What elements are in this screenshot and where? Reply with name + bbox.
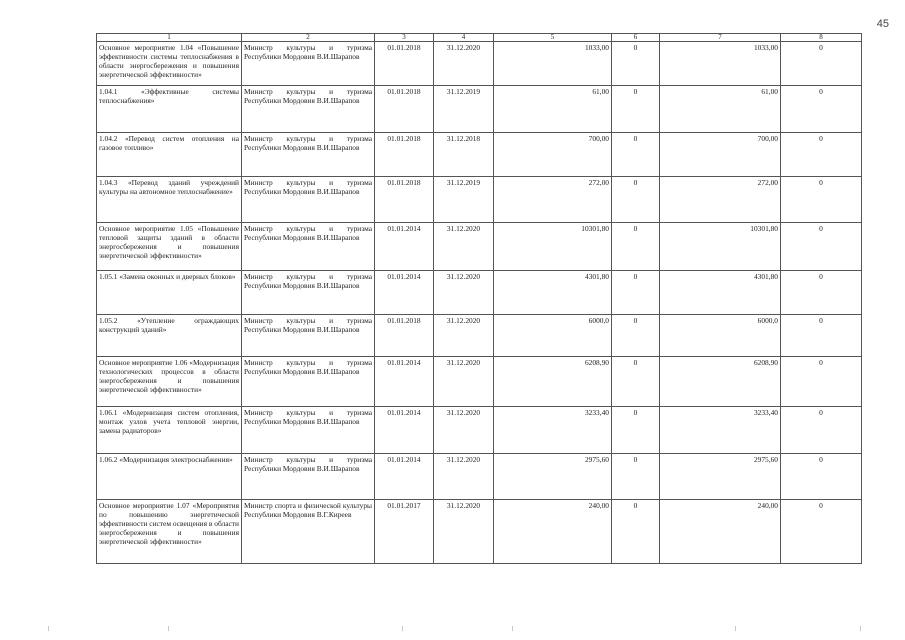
column-7-value: 6208,90 <box>660 357 781 407</box>
responsible-person: Министр культуры и туризма Республики Мордовия В.И.Шарапов <box>242 271 375 315</box>
table-row <box>97 407 862 454</box>
start-date: 01.01.2018 <box>375 133 434 177</box>
end-date: 31.12.2020 <box>434 454 494 500</box>
start-date: 01.01.2014 <box>375 271 434 315</box>
measure-description: 1.06.2 «Модернизация электроснабжения» <box>97 454 242 500</box>
total-amount: 1033,00 <box>494 42 612 86</box>
program-measures-table <box>96 33 862 564</box>
responsible-person: Министр культуры и туризма Республики Мордовия В.И.Шарапов <box>242 454 375 500</box>
measure-description: 1.05.2 «Утепление ограждающих конструкций зданий» <box>97 315 242 357</box>
start-date: 01.01.2017 <box>375 500 434 564</box>
column-6-value: 0 <box>612 86 660 133</box>
column-6-value: 0 <box>612 42 660 86</box>
total-amount: 61,00 <box>494 86 612 133</box>
column-7-value: 6000,0 <box>660 315 781 357</box>
responsible-person: Министр культуры и туризма Республики Мордовия В.И.Шарапов <box>242 223 375 271</box>
measure-description: Основное мероприятие 1.07 «Мероприятия по повышению энергетической эффективности систем освещения в области энергосбережения и повышения энергетической эффективности» <box>97 500 242 564</box>
start-date: 01.01.2014 <box>375 223 434 271</box>
end-date: 31.12.2020 <box>434 42 494 86</box>
measure-description: 1.05.1 «Замена оконных и дверных блоков» <box>97 271 242 315</box>
column-8-value: 0 <box>781 133 862 177</box>
table-row <box>97 454 862 500</box>
responsible-person: Министр культуры и туризма Республики Мордовия В.И.Шарапов <box>242 407 375 454</box>
total-amount: 2975,60 <box>494 454 612 500</box>
start-date: 01.01.2014 <box>375 357 434 407</box>
column-8-value: 0 <box>781 42 862 86</box>
column-6-value: 0 <box>612 500 660 564</box>
table-row <box>97 177 862 223</box>
scan-mark <box>512 626 513 631</box>
scan-mark <box>48 626 49 631</box>
end-date: 31.12.2018 <box>434 133 494 177</box>
scan-mark <box>402 626 403 631</box>
start-date: 01.01.2014 <box>375 407 434 454</box>
table-row <box>97 133 862 177</box>
total-amount: 3233,40 <box>494 407 612 454</box>
measure-description: Основное мероприятие 1.04 «Повышение эффективности системы теплоснабжения в области энергосбережения и повышения энергетической эффективности» <box>97 42 242 86</box>
column-8-value: 0 <box>781 357 862 407</box>
column-8-value: 0 <box>781 177 862 223</box>
column-7-value: 2975,60 <box>660 454 781 500</box>
total-amount: 10301,80 <box>494 223 612 271</box>
column-8-value: 0 <box>781 407 862 454</box>
total-amount: 272,00 <box>494 177 612 223</box>
column-8-value: 0 <box>781 500 862 564</box>
header-row <box>97 34 862 42</box>
column-7-value: 700,00 <box>660 133 781 177</box>
end-date: 31.12.2020 <box>434 223 494 271</box>
column-7-value: 1033,00 <box>660 42 781 86</box>
table-row <box>97 315 862 357</box>
measure-description: 1.06.1 «Модернизация систем отопления, монтаж узлов учета тепловой энергии, замена радиаторов» <box>97 407 242 454</box>
measure-description: 1.04.3 «Перевод зданий учреждений культуры на автономное теплоснабжение» <box>97 177 242 223</box>
table-row <box>97 271 862 315</box>
end-date: 31.12.2020 <box>434 271 494 315</box>
total-amount: 6208,90 <box>494 357 612 407</box>
table-row <box>97 223 862 271</box>
column-6-value: 0 <box>612 315 660 357</box>
column-header: 4 <box>434 34 494 42</box>
column-8-value: 0 <box>781 454 862 500</box>
responsible-person: Министр культуры и туризма Республики Мордовия В.И.Шарапов <box>242 133 375 177</box>
total-amount: 240,00 <box>494 500 612 564</box>
column-header: 7 <box>660 34 781 42</box>
column-8-value: 0 <box>781 271 862 315</box>
column-6-value: 0 <box>612 271 660 315</box>
total-amount: 6000,0 <box>494 315 612 357</box>
column-7-value: 3233,40 <box>660 407 781 454</box>
end-date: 31.12.2020 <box>434 407 494 454</box>
measure-description: 1.04.1 «Эффективные системы теплоснабжения» <box>97 86 242 133</box>
column-6-value: 0 <box>612 454 660 500</box>
end-date: 31.12.2019 <box>434 86 494 133</box>
end-date: 31.12.2020 <box>434 315 494 357</box>
end-date: 31.12.2020 <box>434 357 494 407</box>
table-row <box>97 500 862 564</box>
table-row <box>97 42 862 86</box>
end-date: 31.12.2020 <box>434 500 494 564</box>
total-amount: 4301,80 <box>494 271 612 315</box>
measure-description: Основное мероприятие 1.06 «Модернизация технологических процессов в области энергосбережения и повышения энергетической эффективности» <box>97 357 242 407</box>
column-6-value: 0 <box>612 223 660 271</box>
column-8-value: 0 <box>781 223 862 271</box>
page-number: 45 <box>876 18 889 30</box>
responsible-person: Министр культуры и туризма Республики Мордовия В.И.Шарапов <box>242 42 375 86</box>
column-header: 8 <box>781 34 862 42</box>
start-date: 01.01.2018 <box>375 86 434 133</box>
scan-mark <box>860 626 861 631</box>
column-header: 6 <box>612 34 660 42</box>
scan-mark <box>168 626 169 631</box>
column-7-value: 10301,80 <box>660 223 781 271</box>
column-6-value: 0 <box>612 177 660 223</box>
responsible-person: Министр культуры и туризма Республики Мордовия В.И.Шарапов <box>242 177 375 223</box>
column-header: 5 <box>494 34 612 42</box>
start-date: 01.01.2018 <box>375 42 434 86</box>
column-7-value: 272,00 <box>660 177 781 223</box>
responsible-person: Министр культуры и туризма Республики Мордовия В.И.Шарапов <box>242 315 375 357</box>
column-7-value: 4301,80 <box>660 271 781 315</box>
start-date: 01.01.2018 <box>375 177 434 223</box>
end-date: 31.12.2019 <box>434 177 494 223</box>
column-8-value: 0 <box>781 315 862 357</box>
scan-mark <box>735 626 736 631</box>
column-header: 1 <box>97 34 242 42</box>
start-date: 01.01.2014 <box>375 454 434 500</box>
measure-description: Основное мероприятие 1.05 «Повышение тепловой защиты зданий в области энергосбережения и повышения энергетической эффективности» <box>97 223 242 271</box>
start-date: 01.01.2018 <box>375 315 434 357</box>
column-7-value: 61,00 <box>660 86 781 133</box>
total-amount: 700,00 <box>494 133 612 177</box>
responsible-person: Министр культуры и туризма Республики Мордовия В.И.Шарапов <box>242 357 375 407</box>
column-7-value: 240,00 <box>660 500 781 564</box>
column-header: 2 <box>242 34 375 42</box>
responsible-person: Министр спорта и физической культуры Республики Мордовия В.Г.Киреев <box>242 500 375 564</box>
column-6-value: 0 <box>612 357 660 407</box>
column-6-value: 0 <box>612 407 660 454</box>
table-row <box>97 86 862 133</box>
scan-edge-marks <box>0 626 905 632</box>
column-header: 3 <box>375 34 434 42</box>
table-row <box>97 357 862 407</box>
column-8-value: 0 <box>781 86 862 133</box>
column-6-value: 0 <box>612 133 660 177</box>
measure-description: 1.04.2 «Перевод систем отопления на газовое топливо» <box>97 133 242 177</box>
responsible-person: Министр культуры и туризма Республики Мордовия В.И.Шарапов <box>242 86 375 133</box>
